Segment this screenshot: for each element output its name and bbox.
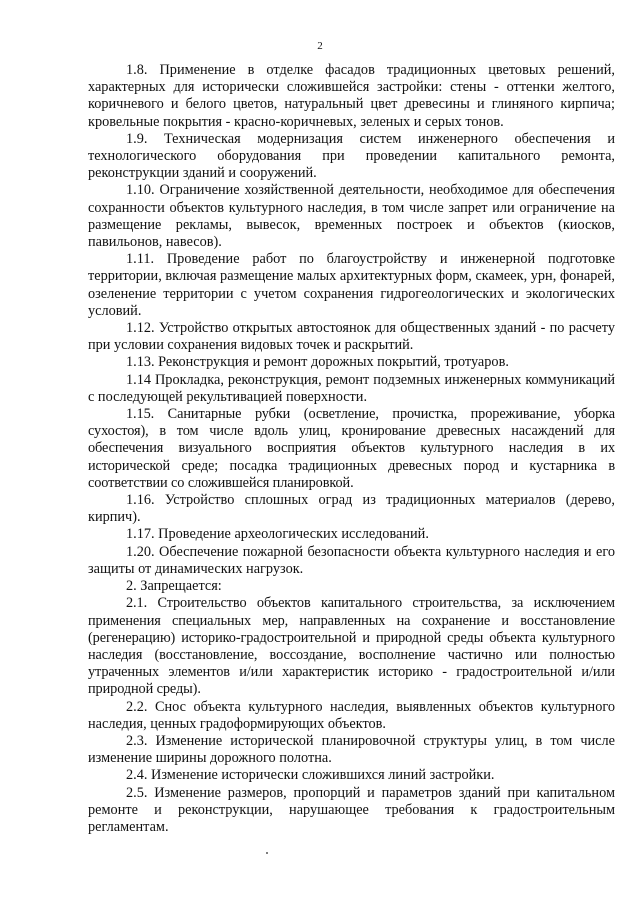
scan-speck: [266, 852, 268, 854]
paragraph-1-15: 1.15. Санитарные рубки (осветление, прочистка, прореживание, уборка сухостоя), в том числе вдоль улиц, кронирование древесных насаждений для обеспечения визуального восприятия объектов культурного наследия в их исторической среде; посадка традиционных древесных пород и кустарника в соответствии со сложившейся планировкой.: [88, 406, 615, 491]
paragraph-1-14: 1.14 Прокладка, реконструкция, ремонт подземных инженерных коммуникаций с последующей рекультивацией поверхности.: [88, 371, 615, 405]
paragraph-1-11: 1.11. Проведение работ по благоустройству и инженерной подготовке территории, включая размещение малых архитектурных форм, скамеек, урн, фонарей, озеленение территории с учетом сохранения гидрогеологических и экологических условий.: [88, 251, 615, 319]
paragraph-2-1: 2.1. Строительство объектов капитального строительства, за исключением применения специальных мер, направленных на сохранение и восстановление (регенерацию) историко-градостроительной и природной среды объекта культурного наследия (восстановление, воссоздание, восполнение частично или полностью утраченных элементов и/или характеристик историко - градостроительной и/или природной среды).: [88, 595, 615, 698]
paragraph-1-17: 1.17. Проведение археологических исследований.: [126, 526, 429, 543]
paragraph-2-4: 2.4. Изменение исторически сложившихся линий застройки.: [126, 767, 495, 784]
paragraph-2-5: 2.5. Изменение размеров, пропорций и параметров зданий при капитальном ремонте и реконструкции, нарушающее требования к градостроительным регламентам.: [88, 784, 615, 835]
paragraph-1-9: 1.9. Техническая модернизация систем инженерного обеспечения и технологического оборудования при проведении капитального ремонта, реконструкции зданий и сооружений.: [88, 130, 615, 182]
paragraph-2: 2. Запрещается:: [126, 578, 222, 595]
page-number: 2: [317, 40, 323, 52]
paragraph-1-10: 1.10. Ограничение хозяйственной деятельности, необходимое для обеспечения сохранности объектов культурного наследия, в том числе запрет или ограничение на размещение рекламы, вывесок, временных построек и объектов (киосков, павильонов, навесов).: [88, 182, 615, 251]
paragraph-2-2: 2.2. Снос объекта культурного наследия, выявленных объектов культурного наследия, ценных градоформирующих объектов.: [88, 698, 615, 732]
paragraph-1-16: 1.16. Устройство сплошных оград из традиционных материалов (дерево, кирпич).: [88, 492, 615, 526]
paragraph-1-12: 1.12. Устройство открытых автостоянок для общественных зданий - по расчету при условии сохранения видовых точек и раскрытий.: [88, 320, 615, 354]
paragraph-1-8: 1.8. Применение в отделке фасадов традиционных цветовых решений, характерных для исторически сложившейся застройки: стены - оттенки желтого, коричневого и белого цветов, натуральный цвет древесины и глиняного кирпича; кровельные покрытия - красно-коричневых, зеленых и серых тонов.: [88, 62, 615, 130]
paragraph-2-3: 2.3. Изменение исторической планировочной структуры улиц, в том числе изменение ширины дорожного полотна.: [88, 732, 615, 767]
paragraph-1-20: 1.20. Обеспечение пожарной безопасности объекта культурного наследия и его защиты от динамических нагрузок.: [88, 543, 615, 577]
paragraph-1-13: 1.13. Реконструкция и ремонт дорожных покрытий, тротуаров.: [126, 354, 509, 371]
document-body: [88, 62, 615, 836]
